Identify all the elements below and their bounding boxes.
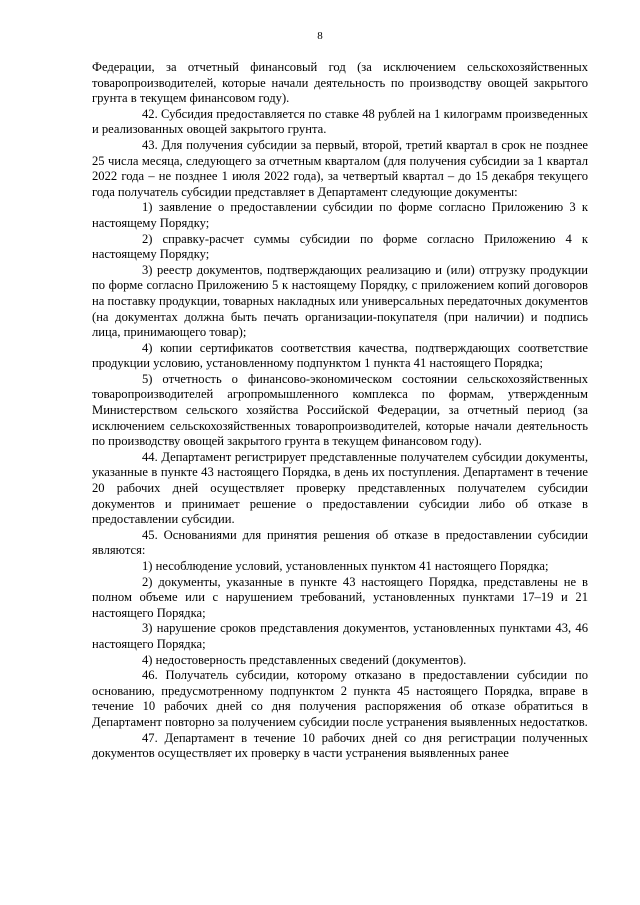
- paragraph-45-item-3: 3) нарушение сроков представления документов, установленных пунктами 43, 46 настоящего Порядка;: [92, 621, 588, 651]
- page-number: 8: [317, 30, 323, 42]
- paragraph-42: 42. Субсидия предоставляется по ставке 48 рублей на 1 килограмм произведенных и реализованных овощей закрытого грунта.: [92, 106, 588, 137]
- paragraph-43-item-3: 3) реестр документов, подтверждающих реализацию и (или) отгрузку продукции по форме согласно Приложению 5 к настоящему Порядку, с приложением копий договоров на поставку продукции, товарных накладных или универсальных передаточных документов (на документах должна быть печать организации-покупателя (при наличии) и подпись лица, принимающего товар);: [92, 262, 588, 340]
- paragraph-45-item-1: 1) несоблюдение условий, установленных пунктом 41 настоящего Порядка;: [142, 559, 549, 573]
- paragraph-continuation: Федерации, за отчетный финансовый год (за исключением сельскохозяйственных товаропроизводителей, которые начали деятельность по производству овощей закрытого грунта в текущем финансовом году).: [92, 60, 588, 106]
- paragraph-43-item-2: 2) справку-расчет суммы субсидии по форме согласно Приложению 4 к настоящему Порядку;: [92, 231, 588, 262]
- paragraph-43-item-1: 1) заявление о предоставлении субсидии по форме согласно Приложению 3 к настоящему Порядку;: [92, 200, 588, 230]
- paragraph-46: 46. Получатель субсидии, которому отказано в предоставлении субсидии по основанию, предусмотренному подпунктом 2 пункта 45 настоящего Порядка, вправе в течение 10 рабочих дней со дня получения распоряжения об отказе обратиться в Департамент повторно за получением субсидии после устранения выявленных недостатков.: [92, 668, 588, 729]
- document-body: [92, 60, 588, 762]
- paragraph-43-item-5: 5) отчетность о финансово-экономическом состоянии сельскохозяйственных товаропроизводителей агропромышленного комплекса по формам, утвержденным Министерством сельского хозяйства Российской Федерации, за отчетный период (за исключением сельскохозяйственных товаропроизводителей, которые начали деятельность по производству овощей закрытого грунта в текущем финансовом году).: [92, 371, 588, 449]
- paragraph-45: 45. Основаниями для принятия решения об отказе в предоставлении субсидии являются:: [92, 527, 588, 558]
- paragraph-44: 44. Департамент регистрирует представленные получателем субсидии документы, указанные в пункте 43 настоящего Порядка, в день их поступления. Департамент в течение 20 рабочих дней осуществляет проверку представленных получателем субсидии документов и принимает решение о предоставлении субсидии либо об отказе в предоставлении субсидии.: [92, 449, 588, 527]
- paragraph-45-item-4: 4) недостоверность представленных сведений (документов).: [142, 652, 467, 667]
- paragraph-43-item-4: 4) копии сертификатов соответствия качества, подтверждающих соответствие продукции условию, установленному подпунктом 1 пункта 41 настоящего Порядка;: [92, 340, 588, 371]
- paragraph-43: 43. Для получения субсидии за первый, второй, третий квартал в срок не позднее 25 числа месяца, следующего за отчетным кварталом (для получения субсидии за 1 квартал 2022 года – не позднее 1 июля 2022 года), за четвертый квартал – до 15 декабря текущего года получатель субсидии представляет в Департамент следующие документы:: [92, 137, 588, 199]
- paragraph-45-item-2: 2) документы, указанные в пункте 43 настоящего Порядка, представлены не в полном объеме или с нарушением требований, установленных пунктами 17–19 и 21 настоящего Порядка;: [92, 574, 588, 620]
- paragraph-47: 47. Департамент в течение 10 рабочих дней со дня регистрации полученных документов осуществляет их проверку в части устранения выявленных ранее: [92, 730, 588, 761]
